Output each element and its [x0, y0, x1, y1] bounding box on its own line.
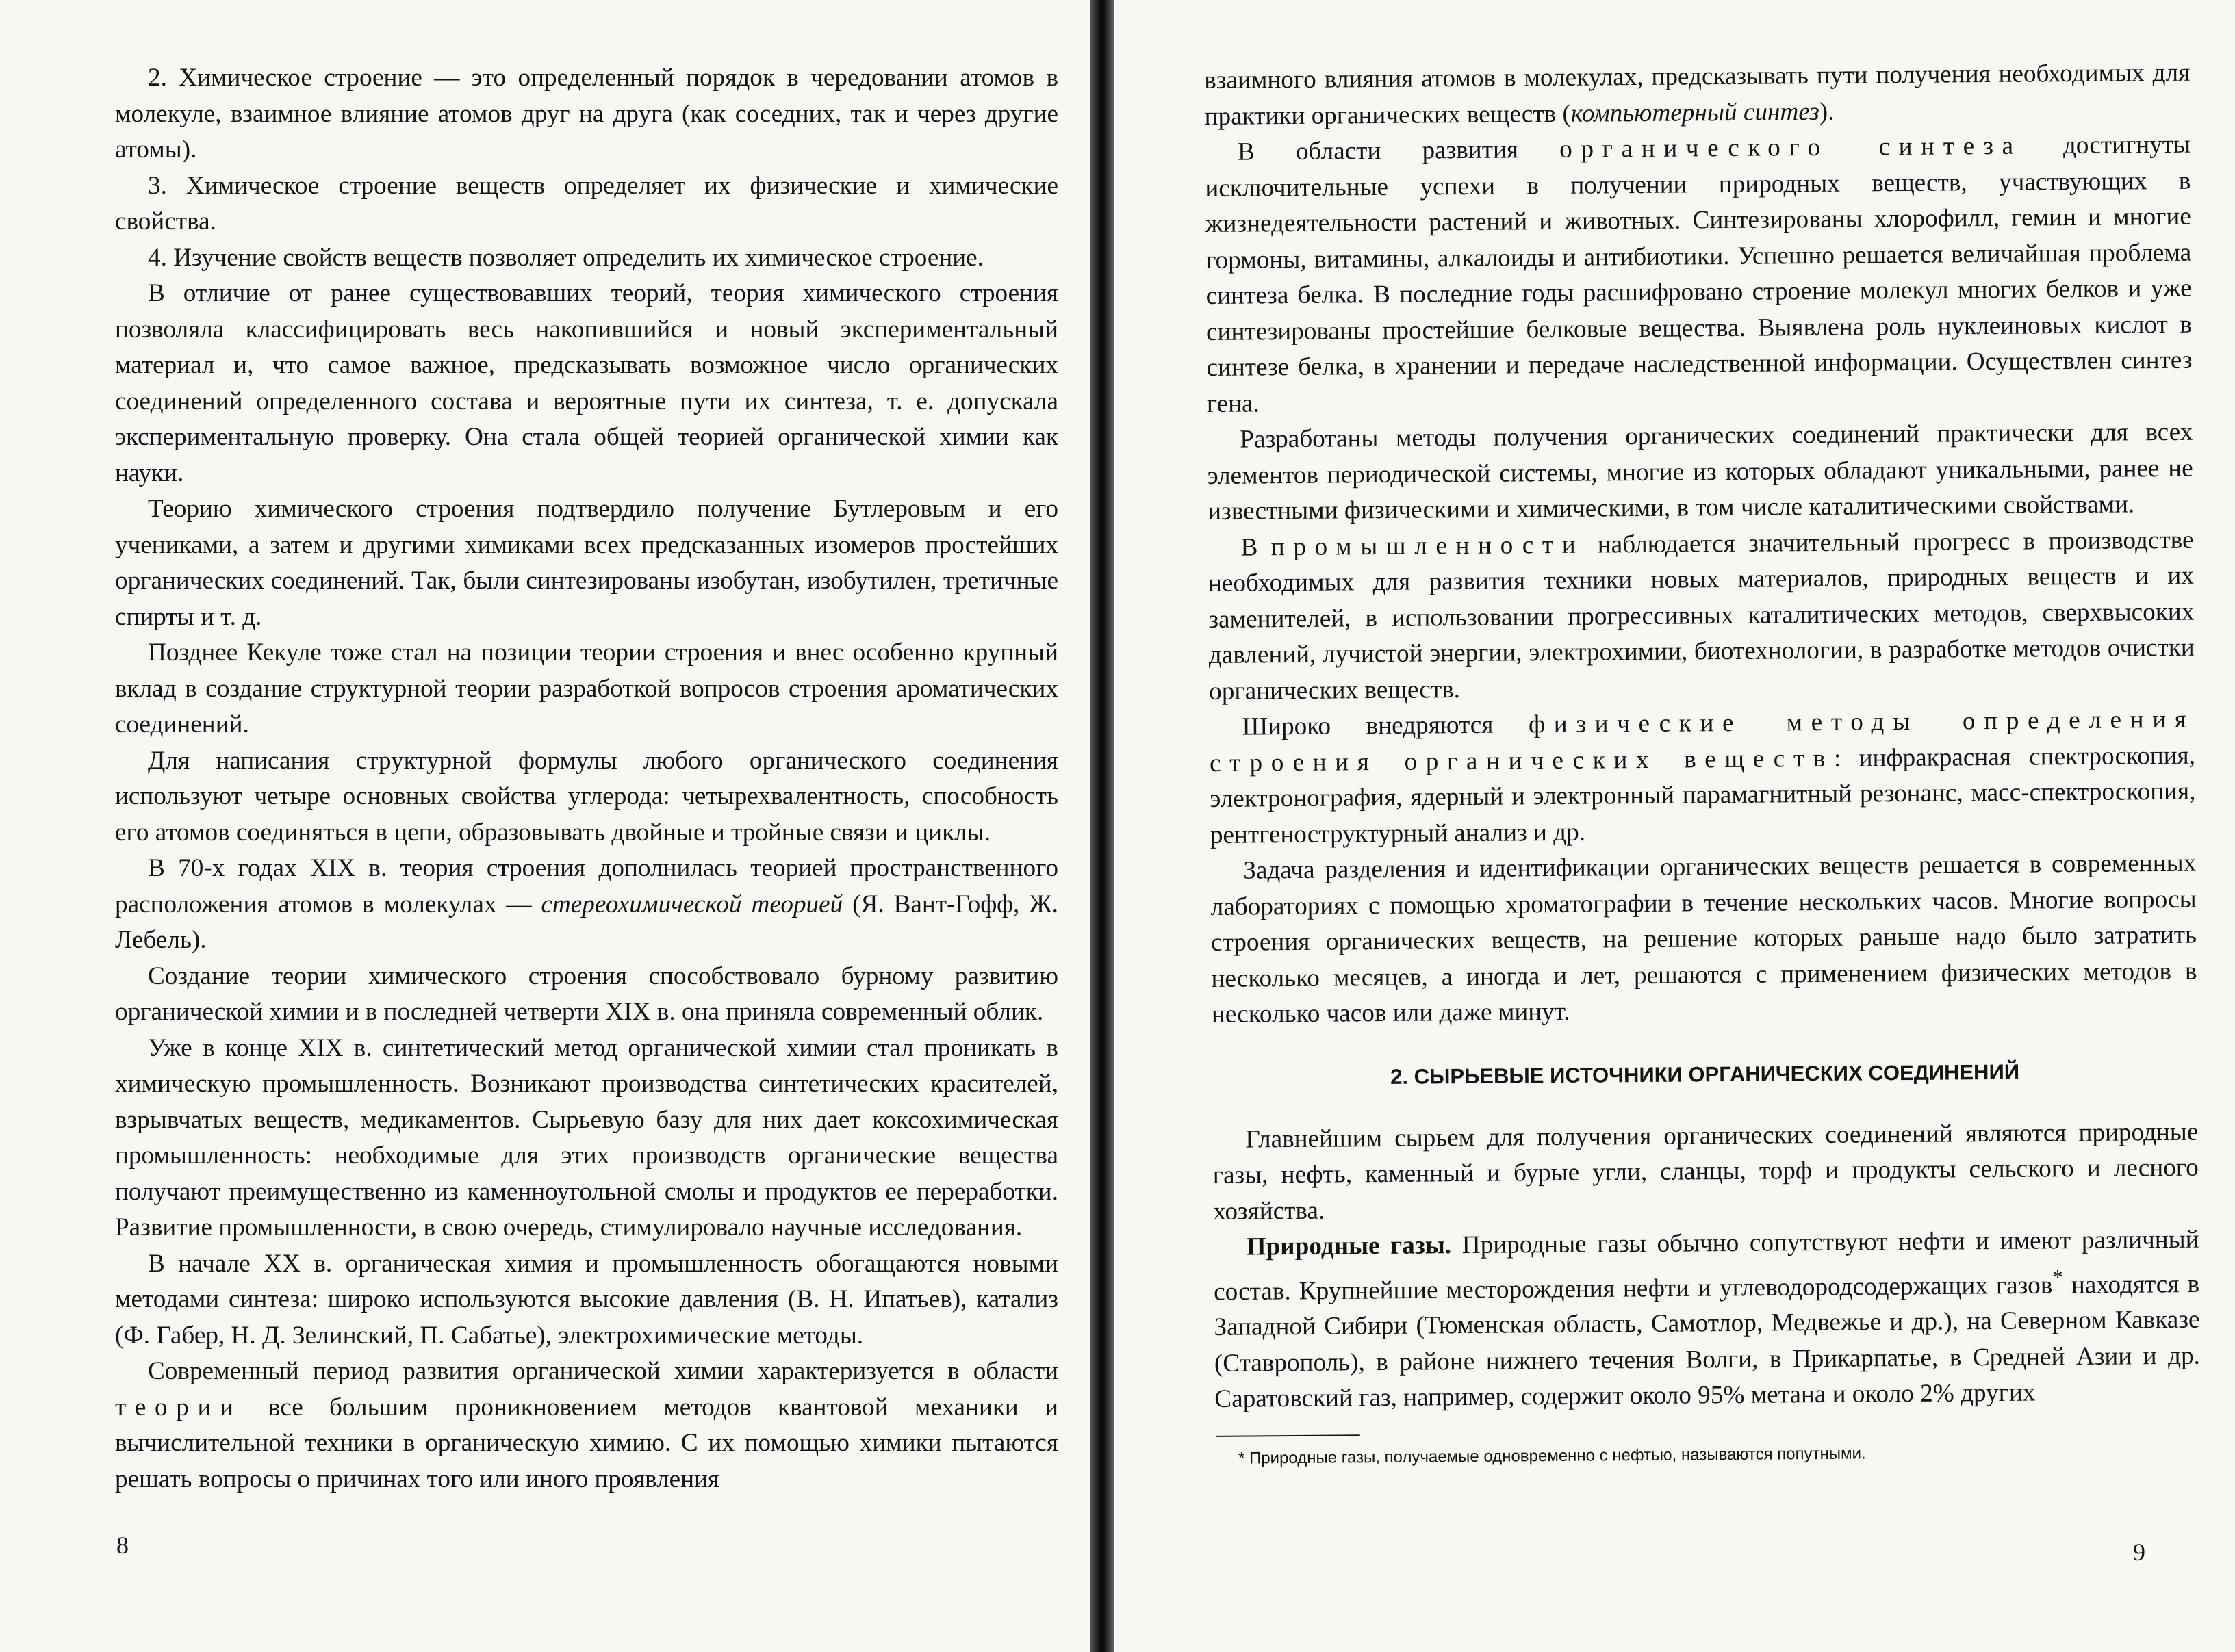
spaced-term: промышленности [1270, 530, 1585, 561]
paragraph [1208, 522, 2195, 710]
paragraph: 4. Изучение свойств веществ позволяет определить их химическое строение. [148, 243, 984, 272]
paragraph: Задача разделения и идентификации органических веществ решается в современных лабораториях с помощью хроматографии в течение нескольких часов. Многие вопросы строения органических веществ, на решение которых раньше надо было затратить несколько месяцев, а иногда и лет, решаются с применением физических методов в несколько часов или даже минут. [1210, 849, 2197, 1029]
paragraph: Создание теории химического строения способствовало бурному развитию органической химии и в последней четверти XIX в. она приняла современный облик. [115, 961, 1058, 1026]
spaced-term: органического синтеза [1559, 131, 2022, 164]
paragraph: 3. Химическое строение веществ определяет их физические и химические свойства. [115, 171, 1058, 235]
text-run: В [1240, 532, 1271, 562]
right-page [1114, 0, 2235, 1652]
paragraph: Главнейшим сырьем для получения органических соединений являются природные газы, нефть, каменный и бурые угли, сланцы, торф и продукты сельского и лесного хозяйства. [1212, 1118, 2199, 1226]
page-number: 8 [116, 1532, 129, 1559]
paragraph [115, 851, 1058, 959]
paragraph: В отличие от ранее существовавших теорий, теория химического строения позволяла классифицировать весь накопившийся и новый экспериментальный материал и, что самое важное, предсказывать возможное число органических соединений определенного состава и вероятные пути их синтеза, т. е. допускала экспериментальную проверку. Она стала общей теорией органической химии как науки. [115, 279, 1058, 487]
text-run: взаимного влияния атомов в молекулах, предсказывать пути получения необходимых для практики органических веществ ( [1204, 58, 2191, 131]
left-page [0, 0, 1090, 1652]
text-run: : инфракрасная спектроскопия, электронография, ядерный и электронный парамагнитный резонанс, масс-спектроскопия, рентгеноструктурный анализ и др. [1210, 741, 2196, 849]
paragraph: Для написания структурной формулы любого органического соединения используют четыре основных свойства углерода: четырехвалентность, способность его атомов соединяться в цепи, образовывать двойные и тройные связи и циклы. [115, 746, 1058, 847]
paragraph: В начале XX в. органическая химия и промышленность обогащаются новыми методами синтеза: широко используются высокие давления (В. Н. Ипатьев), катализ (Ф. Габер, Н. Д. Зелинский, П. Сабатье), электрохимические методы. [115, 1249, 1058, 1350]
text-run: Широко внедряются [1242, 710, 1529, 741]
page-number: 9 [2133, 1538, 2145, 1566]
book-gutter [1090, 0, 1114, 1652]
footnote-marker: * [2052, 1264, 2063, 1289]
left-page-text [115, 60, 1058, 1497]
text-run: В 70-х годах XIX в. теория строения дополнилась теорией пространственного расположения атомов в молекулах — [115, 854, 1058, 918]
text-run: все большим проникновением методов квантовой механики и вычислительной техники в органическую химию. С их помощью химики пытаются решать вопросы о причинах того или иного проявления [115, 1393, 1058, 1493]
text-run: достигнуты исключительные успехи в получении природных веществ, участвующих в жизнедеятельности растений и животных. Синтезированы хлорофилл, гемин и многие гормоны, витамины, алкалоиды и антибиотики. Успешно решается величайшая проблема синтеза белка. В последние годы расшифровано строение молекул многих белков и уже синтезированы простейшие белковые вещества. Выявлена роль нуклеиновых кислот в синтезе белка, в хранении и передаче наследственной информации. Осуществлен синтез гена. [1205, 130, 2193, 418]
italic-term: компьютерный синтез [1570, 97, 1819, 128]
text-run: В области развития [1237, 135, 1560, 166]
bold-run-in-heading: Природные газы. [1246, 1231, 1452, 1261]
footnote-divider [1216, 1434, 1360, 1437]
spaced-term: физические методы определения строения органических веществ [1209, 705, 2195, 777]
paragraph: Уже в конце XIX в. синтетический метод органической химии стал проникать в химическую промышленность. Возникают производства синтетических красителей, взрывчатых веществ, медикаментов. Сырьевую базу для них дает коксохимическая промышленность: необходимые для этих производств органические вещества получают преимущественно из каменноугольной смолы и продуктов ее переработки. Развитие промышленности, в свою очередь, стимулировало научные исследования. [115, 1033, 1058, 1241]
text-run: находятся в Западной Сибири (Тюменская область, Самотлор, Медвежье и др.), на Северном Кавказе (Ставрополь), в районе нижнего течения Волги, в Прикарпатье, в Средней Азии и др. Саратовский газ, например, содержит около 95% метана и около 2% других [1214, 1269, 2201, 1414]
italic-term: стереохимической теорией [541, 890, 843, 918]
text-run: (Я. Вант-Гофф, Ж. Лебель). [115, 890, 1058, 954]
text-run: наблюдается значительный прогресс в производстве необходимых для развития техники новых материалов, природных веществ и их заменителей, в использовании прогрессивных каталитических методов, сверхвысоких давлений, лучистой энергии, электрохимии, биотехнологии, в разработке методов очистки органических веществ. [1208, 526, 2195, 706]
section-heading: 2. СЫРЬЕВЫЕ ИСТОЧНИКИ ОРГАНИЧЕСКИХ СОЕДИНЕНИЙ [1390, 1059, 2020, 1089]
text-run: ). [1819, 97, 1835, 126]
spaced-term: теории [115, 1393, 242, 1421]
paragraph [1209, 702, 2196, 853]
text-run: Природные газы обычно сопутствуют нефти и имеют различный состав. Крупнейшие месторождения нефти и углеводородсодержащих газов [1213, 1225, 2199, 1306]
right-page-text [1204, 55, 2201, 1471]
paragraph: Позднее Кекуле тоже стал на позиции теории строения и внес особенно крупный вклад в создание структурной теории разработкой вопросов строения ароматических соединений. [115, 638, 1058, 738]
paragraph [1213, 1222, 2200, 1418]
text-run: Современный период развития органической химии характеризуется в области [148, 1357, 1058, 1385]
paragraph: 2. Химическое строение — это определенный порядок в чередовании атомов в молекуле, взаимное влияние атомов друг на друга (как соседних, так и через другие атомы). [115, 64, 1058, 164]
paragraph [1205, 127, 2193, 422]
paragraph [115, 1354, 1058, 1497]
paragraph: Теорию химического строения подтвердило получение Бутлеровым и его учениками, а затем и другими химиками всех предсказанных изомеров простейших органических соединений. Так, были синтезированы изобутан, изобутилен, третичные спирты и т. д. [115, 495, 1058, 631]
paragraph: Разработаны методы получения органических соединений практически для всех элементов периодической системы, многие из которых обладают уникальными, ранее не известными физическими и химическими, в том числе каталитическими свойствами. [1207, 417, 2193, 526]
footnote: * Природные газы, получаемые одновременно с нефтью, называются попутными. [1238, 1444, 1866, 1468]
paragraph [1204, 55, 2191, 135]
